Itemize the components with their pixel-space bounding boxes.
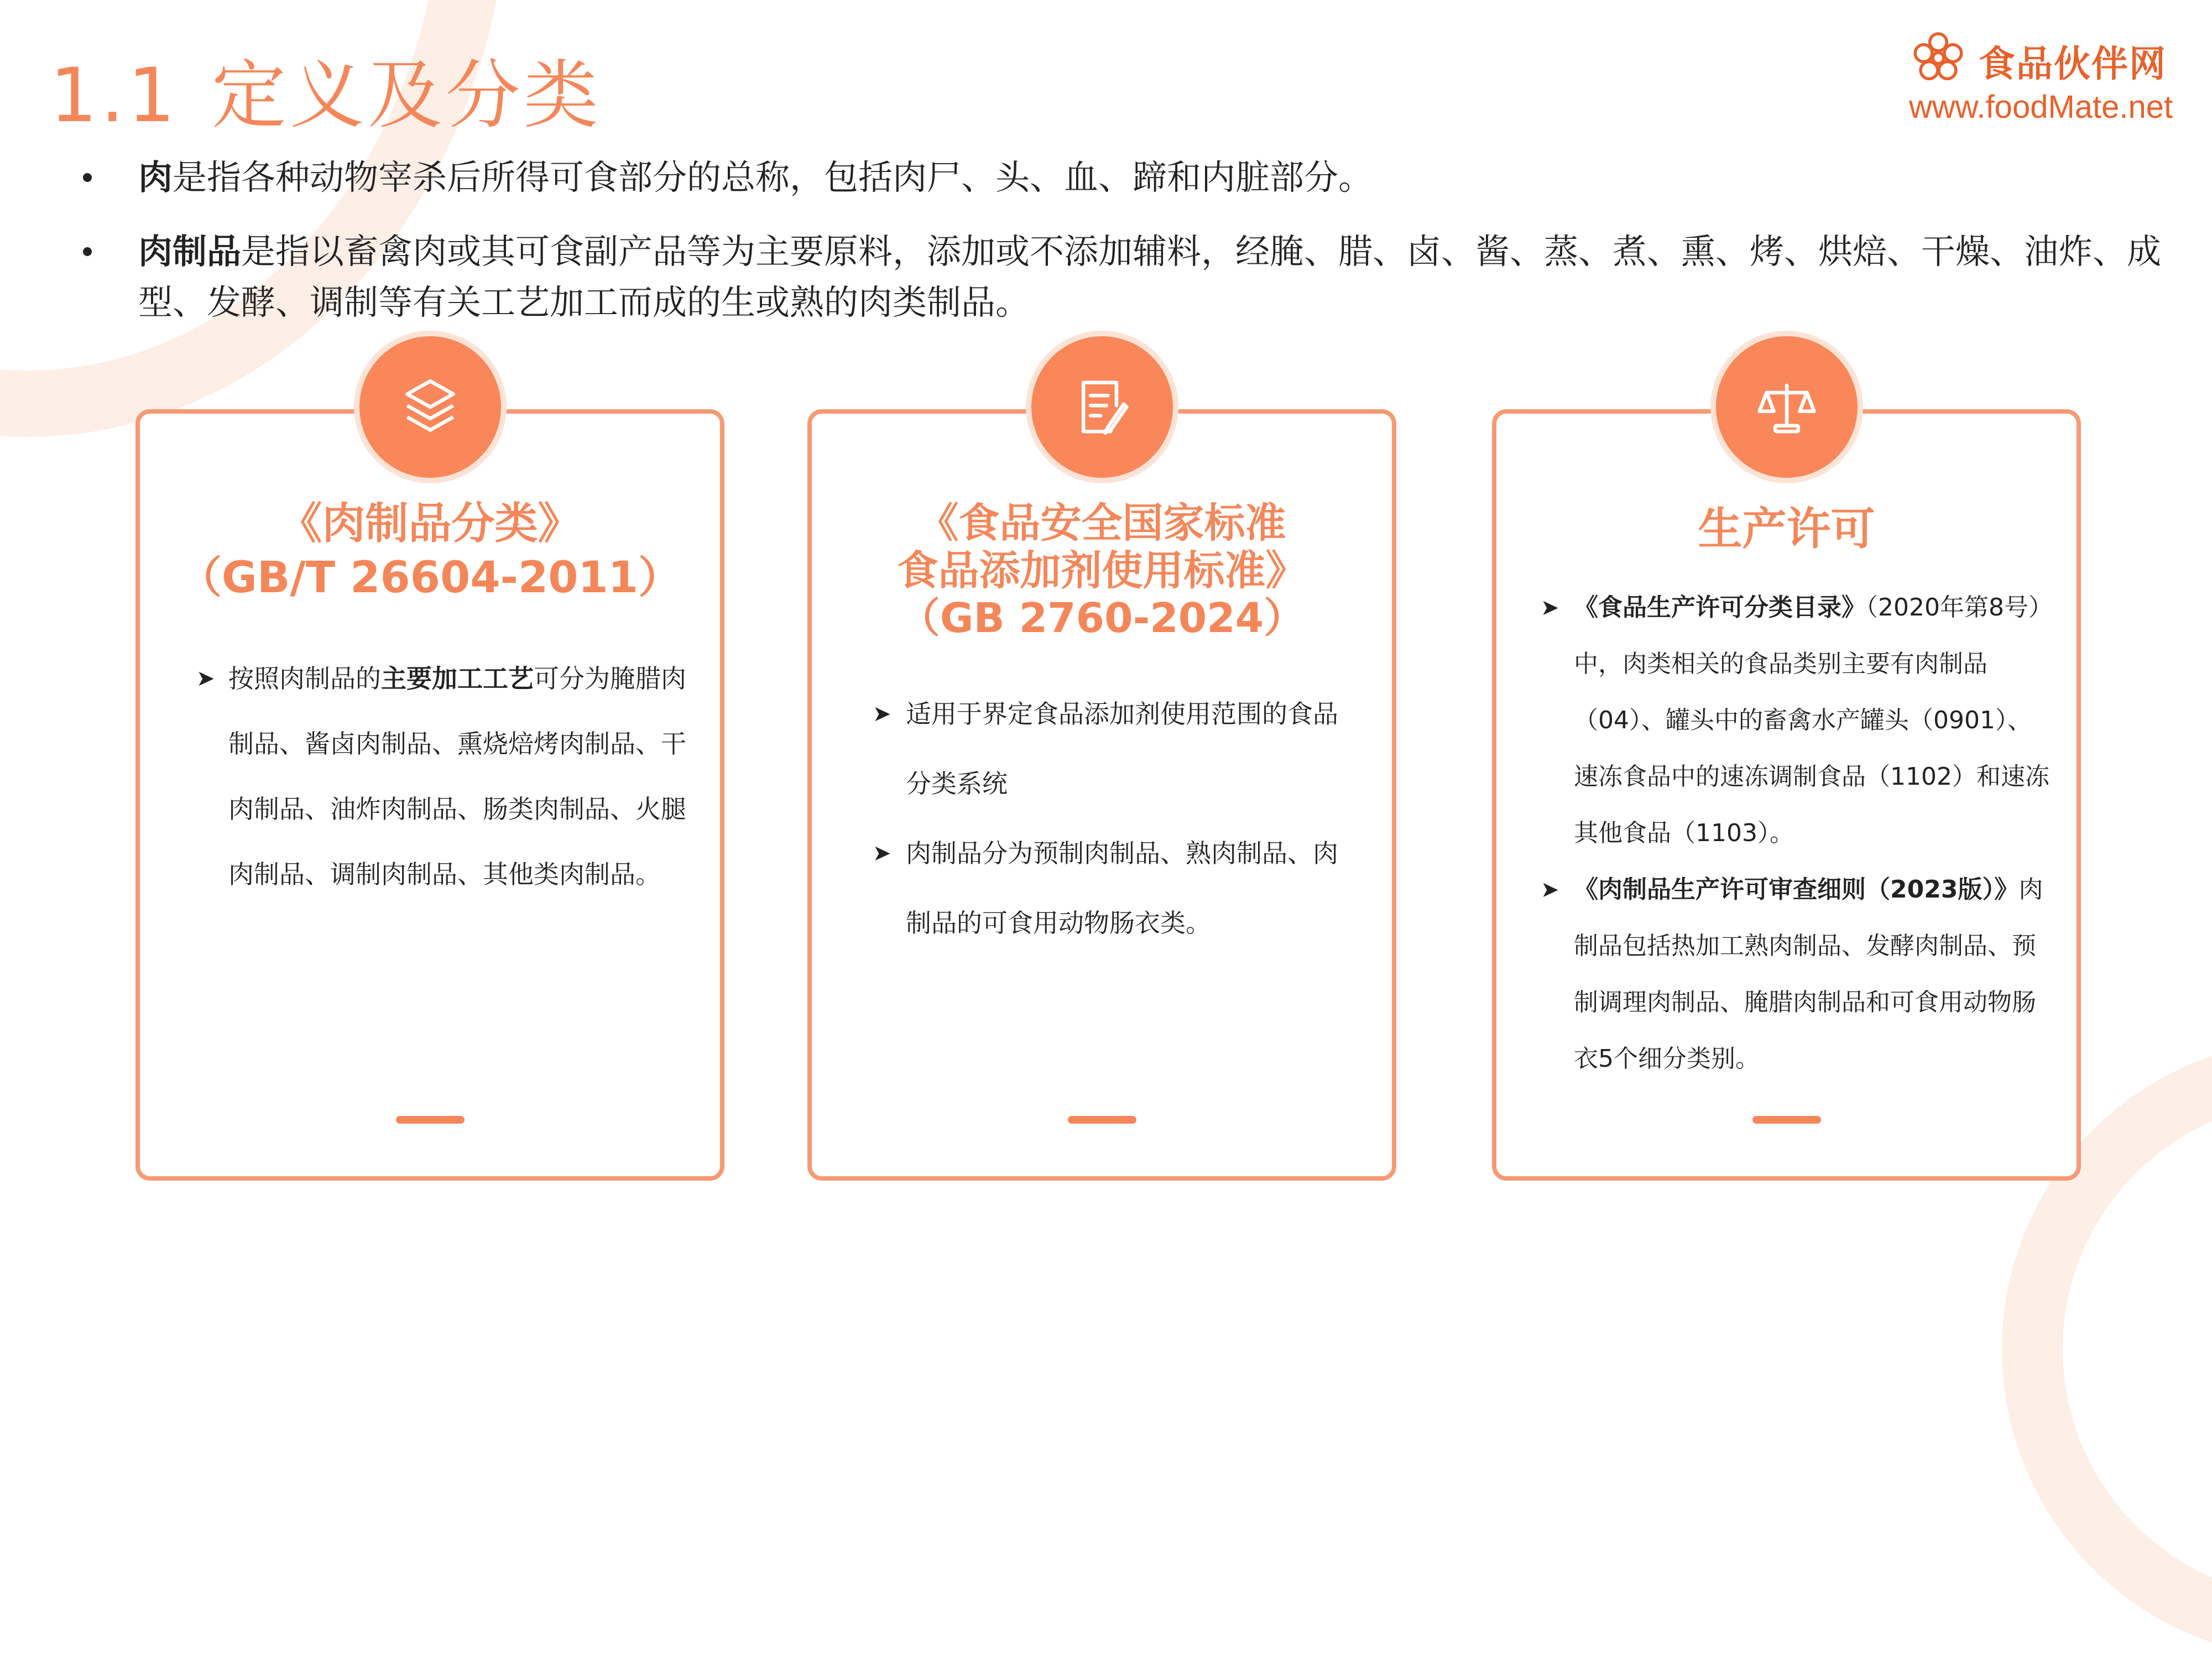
card-title-line: （GB/T 26604-2011） [178, 553, 682, 603]
card-icon-badge [1026, 331, 1178, 483]
card-production-license [1492, 409, 2081, 1181]
definition-meat [138, 152, 2184, 203]
page-title [50, 52, 602, 139]
arrow-bullet-icon: ➤ [1541, 877, 1559, 902]
list-item [196, 646, 687, 907]
card-item-list [873, 679, 1342, 958]
item-text: 适用于界定食品添加剂使用范围的食品分类系统 [906, 699, 1338, 799]
item-text: （2020年第8号）中，肉类相关的食品类别主要有肉制品（04）、罐头中的畜禽水产罐头（0901）、速冻食品中的速冻调制食品（1102）和速冻其他食品（1103）。 [1574, 593, 2053, 847]
item-text: 肉制品包括热加工熟肉制品、发酵肉制品、预制调理肉制品、腌腊肉制品和可食用动物肠衣5个细分类别。 [1574, 875, 2043, 1073]
item-text-bold: 《食品生产许可分类目录》 [1574, 593, 1866, 622]
card-accent-bar [396, 1116, 465, 1124]
card-additive-standard [807, 409, 1396, 1181]
arrow-bullet-icon: ➤ [196, 666, 215, 691]
card-title-line: （GB 2760-2024） [899, 594, 1305, 642]
definition-term: 肉制品 [138, 231, 242, 272]
item-text-bold: 主要加工工艺 [381, 664, 534, 693]
definition-list [138, 152, 2184, 351]
list-item [873, 679, 1342, 818]
arrow-bullet-icon: ➤ [873, 841, 891, 866]
bullet-dot [83, 173, 92, 182]
section-number: 1.1 [50, 52, 179, 139]
card-accent-bar [1068, 1116, 1136, 1124]
arrow-bullet-icon: ➤ [873, 701, 891, 727]
definition-text: 是指以畜禽肉或其可食副产品等为主要原料，添加或不添加辅料，经腌、腊、卤、酱、蒸、煮、熏、烤、烘焙、干燥、油炸、成型、发酵、调制等有关工艺加工而成的生或熟的肉类制品。 [138, 231, 2162, 322]
definition-term: 肉 [138, 157, 173, 197]
card-accent-bar [1752, 1116, 1821, 1124]
item-text: 可分为腌腊肉制品、酱卤肉制品、熏烧焙烤肉制品、干肉制品、油炸肉制品、肠类肉制品、火腿肉制品、调制肉制品、其他类肉制品。 [228, 664, 686, 889]
list-item [1541, 862, 2054, 1087]
layers-icon [394, 371, 466, 443]
scale-icon [1751, 371, 1823, 443]
section-title: 定义及分类 [211, 52, 602, 139]
logo-url: www.foodMate.net [1909, 89, 2173, 125]
card-title [1496, 502, 2077, 556]
item-text: 肉制品分为预制肉制品、熟肉制品、肉制品的可食用动物肠衣类。 [906, 838, 1338, 938]
card-title [140, 497, 720, 605]
item-text: 按照肉制品的 [228, 664, 381, 693]
definition-text: 是指各种动物宰杀后所得可食部分的总称，包括肉尸、头、血、蹄和内脏部分。 [173, 157, 1373, 197]
card-meat-product-classification [135, 409, 724, 1181]
card-title-line: 《肉制品分类》 [279, 499, 581, 549]
list-item [1541, 580, 2054, 862]
foodmate-logo [1908, 28, 2173, 133]
bullet-dot [83, 247, 92, 256]
card-title-line: 食品添加剂使用标准》 [897, 547, 1307, 594]
logo-name: 食品伙伴网 [1979, 43, 2167, 85]
card-item-list [196, 646, 687, 907]
card-title [812, 499, 1392, 642]
card-icon-badge [354, 331, 507, 483]
item-text-bold: 《肉制品生产许可审查细则（2023版）》 [1574, 875, 2019, 904]
card-title-line: 《食品安全国家标准 [917, 499, 1286, 547]
document-edit-icon [1066, 371, 1138, 443]
arrow-bullet-icon: ➤ [1541, 595, 1559, 620]
card-title-line: 生产许可 [1698, 503, 1875, 555]
flower-logo-icon [1908, 28, 1969, 88]
card-icon-badge [1710, 331, 1863, 483]
list-item [873, 818, 1342, 958]
card-item-list [1541, 580, 2054, 1087]
definition-meat-products [138, 226, 2184, 328]
